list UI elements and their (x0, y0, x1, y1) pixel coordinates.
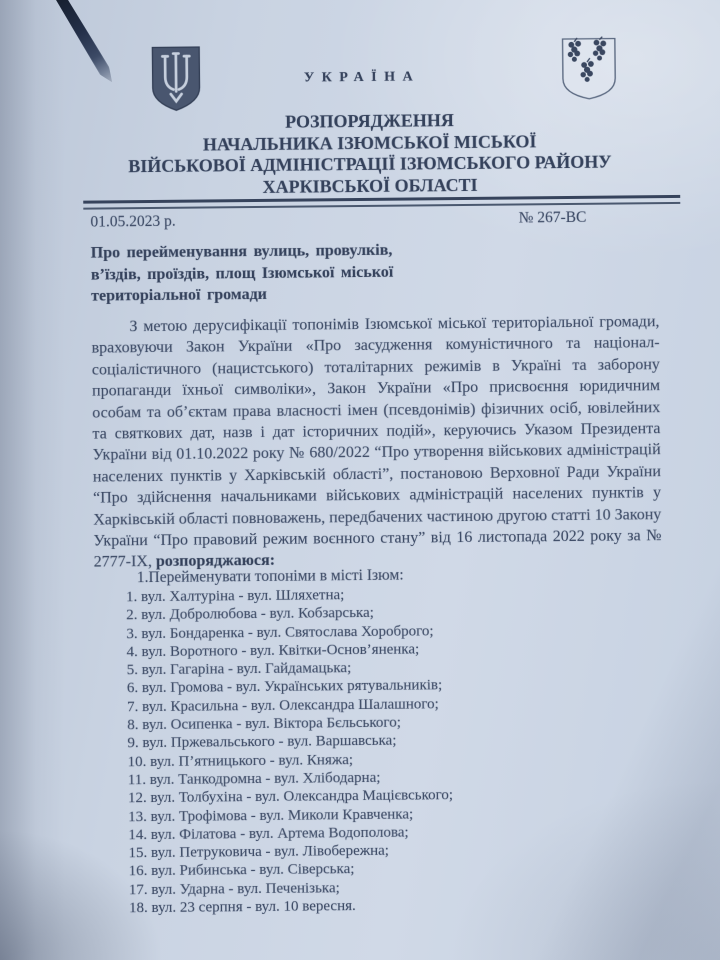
list-intro: 1.Перейменувати топоніми в місті Ізюм: (136, 566, 404, 587)
rename-item: 5. вул. Гагаріна - вул. Гайдамацька; (126, 660, 352, 679)
title-line: НАЧАЛЬНИКА ІЗЮМСЬКОЇ МІСЬКОЇ (202, 130, 537, 155)
rename-item: 1. вул. Халтуріна - вул. Шляхетна; (125, 587, 345, 606)
doc-number: № 267-ВС (518, 208, 587, 227)
doc-date: 01.05.2023 р. (90, 212, 176, 231)
title-line: ХАРКІВСЬКОЇ ОБЛАСТІ (262, 174, 478, 197)
subject-line: Про перейменування вулиць, провулків, (90, 241, 393, 262)
rename-item: 11. вул. Танкодромна - вул. Хлібодарна; (127, 769, 381, 789)
rename-item: 4. вул. Воротного - вул. Квітки-Основ’яненка; (126, 641, 420, 661)
rename-item: 18. вул. 23 серпня - вул. 10 вересня. (128, 898, 356, 917)
doc-meta-row (90, 209, 586, 232)
rename-list (126, 583, 669, 918)
rename-item: 7. вул. Красильна - вул. Олександра Шалашного; (127, 696, 439, 716)
rename-item: 10. вул. П’ятницького - вул. Княжа; (127, 751, 354, 770)
subject-line: в’їздів, проїздів, площ Ізюмської міської (90, 263, 394, 284)
rename-item: 16. вул. Рибинська - вул. Сіверська; (128, 861, 355, 880)
rename-item: 2. вул. Добролюбова - вул. Кобзарська; (126, 605, 374, 624)
preamble-paragraph (91, 311, 661, 573)
rename-item: 15. вул. Петруковича - вул. Лівобережна; (128, 842, 390, 862)
rename-item: 14. вул. Філатова - вул. Артема Водополова; (128, 824, 409, 844)
rename-item: 3. вул. Бондаренка - вул. Святослава Хороброго; (126, 622, 434, 642)
preamble-text: З метою дерусифікації топонімів Ізюмської міської територіальної громади, враховуючи Закон України «Про засудження комуністичного та націонал-соціалістичного (нацистського) тоталітарних режимів в Україні та заборону пропаганди їхньої символіки», Закон України «Про присвоєння юридичним особам та об’єктам права власності імен (псевдонімів) фізичних осіб, ювілейних та святкових дат, назв і дат історичних подій», керуючись Указом Президента України від 01.10.2022 року № 680/2022 “Про утворення військових адміністрацій населених пунктів у Харківській області”, постановою Верховної Ради України “Про здійснення начальниками військових адміністрацій населених пунктів у Харківській області повноважень, передбачених частиною другою статті 10 Закону України “Про правовий режим воєнного стану” від 16 листопада 2022 року за № 2777-ІХ, (91, 313, 662, 572)
decree-verb: розпоряджаюся: (155, 552, 276, 571)
rename-item: 8. вул. Осипенка - вул. Віктора Бєльського; (127, 714, 401, 734)
rename-item: 17. вул. Ударна - вул. Печенізька; (128, 879, 340, 898)
doc-subject (91, 239, 512, 308)
rename-item: 6. вул. Громова - вул. Українських рятувальників; (126, 677, 443, 697)
rename-item: 12. вул. Толбухіна - вул. Олександра Мацієвського; (127, 787, 454, 807)
subject-line: територіальної громади (91, 285, 267, 305)
document-title (59, 108, 680, 200)
country-label: УКРАЇНА (303, 69, 421, 86)
title-line: ВІЙСЬКОВОЇ АДМІНІСТРАЦІЇ ІЗЮМСЬКОГО РАЙОНУ (128, 151, 612, 177)
izium-city-arms-icon (559, 36, 620, 103)
rename-item: 13. вул. Трофімова - вул. Миколи Кравченка; (128, 806, 414, 825)
title-line: РОЗПОРЯДЖЕННЯ (285, 110, 454, 132)
rename-item: 9. вул. Пржевальського - вул. Варшавська; (127, 733, 397, 752)
